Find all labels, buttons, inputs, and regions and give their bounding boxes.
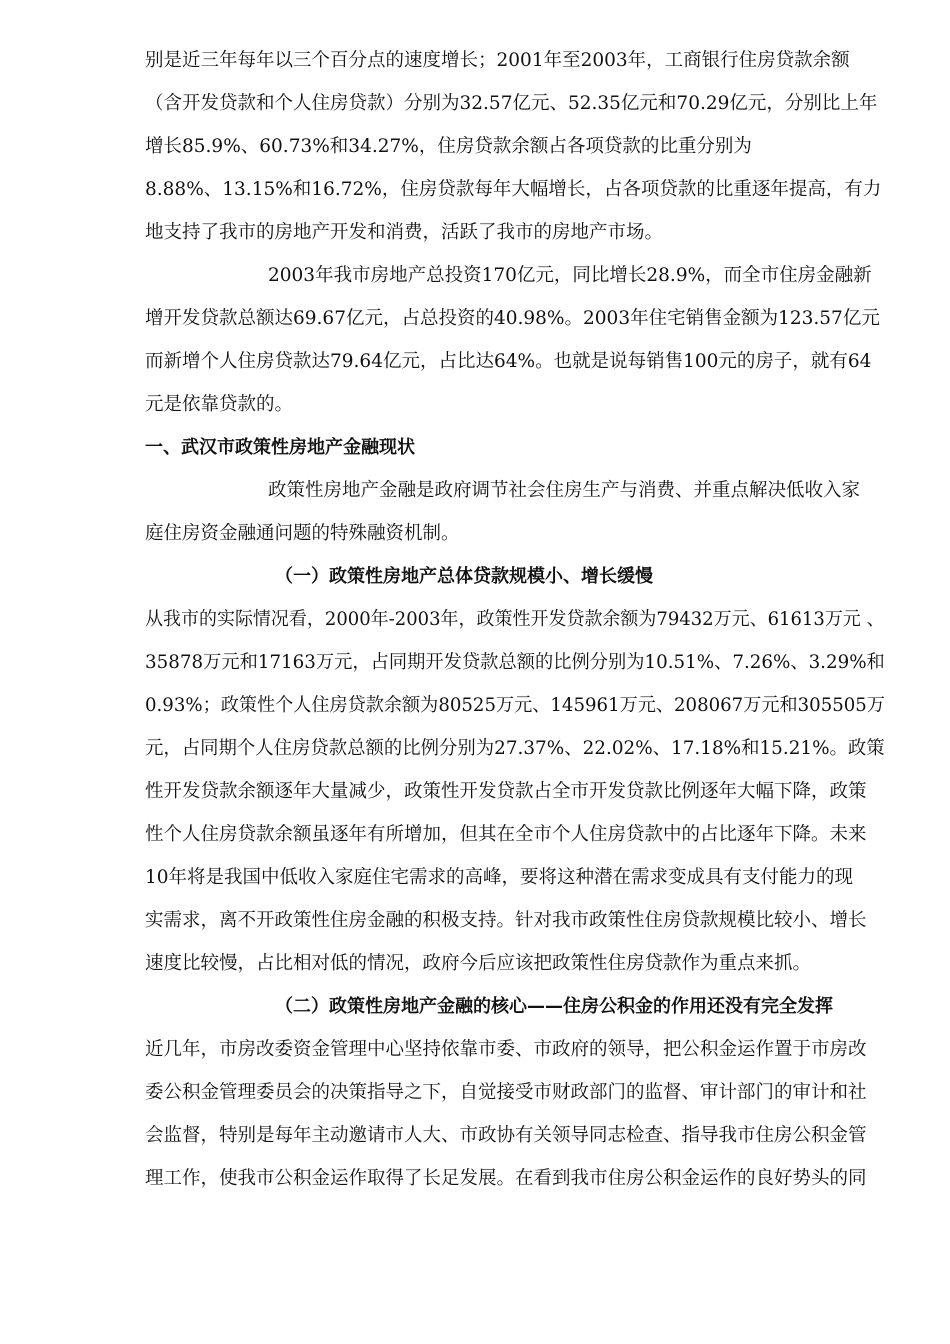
text-line: 速度比较慢，占比相对低的情况，政府今后应该把政策性住房贷款作为重点来抓。 — [145, 953, 812, 974]
text-line: 增开发贷款总额达69.67亿元，占总投资的40.98%。2003年住宅销售金额为123.57亿元 — [145, 308, 880, 329]
text-line: 庭住房资金融通问题的特殊融资机制。 — [145, 523, 460, 544]
text-line: 35878万元和17163万元，占同期开发贷款总额的比例分别为10.51%、7.26%、3.29%和 — [145, 652, 885, 673]
text-line: 0.93%；政策性个人住房贷款余额为80525万元、145961万元、208067万元和305505万 — [145, 695, 885, 716]
text-line: 元是依靠贷款的。 — [145, 394, 294, 415]
text-line: 性个人住房贷款余额虽逐年有所增加，但其在全市个人住房贷款中的占比逐年下降。未来 — [145, 824, 867, 845]
text-line: 从我市的实际情况看，2000年-2003年，政策性开发贷款余额为79432万元、61613万元 、 — [145, 609, 885, 630]
text-line: 委公积金管理委员会的决策指导之下，自觉接受市财政部门的监督、审计部门的审计和社 — [145, 1082, 867, 1103]
text-line: 地支持了我市的房地产开发和消费，活跃了我市的房地产市场。 — [145, 222, 664, 243]
text-line: 近几年，市房改委资金管理中心坚持依靠市委、市政府的领导，把公积金运作置于市房改 — [145, 1039, 867, 1060]
text-line: 10年将是我国中低收入家庭住宅需求的高峰，要将这种潜在需求变成具有支付能力的现 — [145, 867, 854, 888]
text-line: （含开发贷款和个人住房贷款）分别为32.57亿元、52.35亿元和70.29亿元，分别比上年 — [145, 93, 878, 114]
section-heading: 一、武汉市政策性房地产金融现状 — [145, 437, 415, 458]
text-line: 实需求，离不开政策性住房金融的积极支持。针对我市政策性住房贷款规模比较小、增长 — [145, 910, 867, 931]
text-line: 理工作，使我市公积金运作取得了长足发展。在看到我市住房公积金运作的良好势头的同 — [145, 1168, 867, 1189]
subsection-heading: （一）政策性房地产总体贷款规模小、增长缓慢 — [275, 566, 653, 587]
text-line: 会监督，特别是每年主动邀请市人大、市政协有关领导同志检查、指导我市住房公积金管 — [145, 1125, 867, 1146]
text-line: 增长85.9%、60.73%和34.27%，住房贷款余额占各项贷款的比重分别为 — [145, 136, 752, 157]
text-line: 元，占同期个人住房贷款总额的比例分别为27.37%、22.02%、17.18%和15.21%。政策 — [145, 738, 885, 759]
paragraph-first-line: 2003年我市房地产总投资170亿元，同比增长28.9%，而全市住房金融新 — [268, 265, 872, 286]
text-line: 而新增个人住房贷款达79.64亿元，占比达64%。也就是说每销售100元的房子，就有64 — [145, 351, 872, 372]
text-line: 别是近三年每年以三个百分点的速度增长；2001年至2003年，工商银行住房贷款余额 — [145, 50, 850, 71]
text-line: 8.88%、13.15%和16.72%，住房贷款每年大幅增长，占各项贷款的比重逐年提高，有力 — [145, 179, 882, 200]
paragraph-first-line: 政策性房地产金融是政府调节社会住房生产与消费、并重点解决低收入家 — [268, 480, 861, 501]
subsection-heading: （二）政策性房地产金融的核心——住房公积金的作用还没有完全发挥 — [275, 996, 833, 1017]
text-line: 性开发贷款余额逐年大量减少，政策性开发贷款占全市开发贷款比例逐年大幅下降，政策 — [145, 781, 867, 802]
